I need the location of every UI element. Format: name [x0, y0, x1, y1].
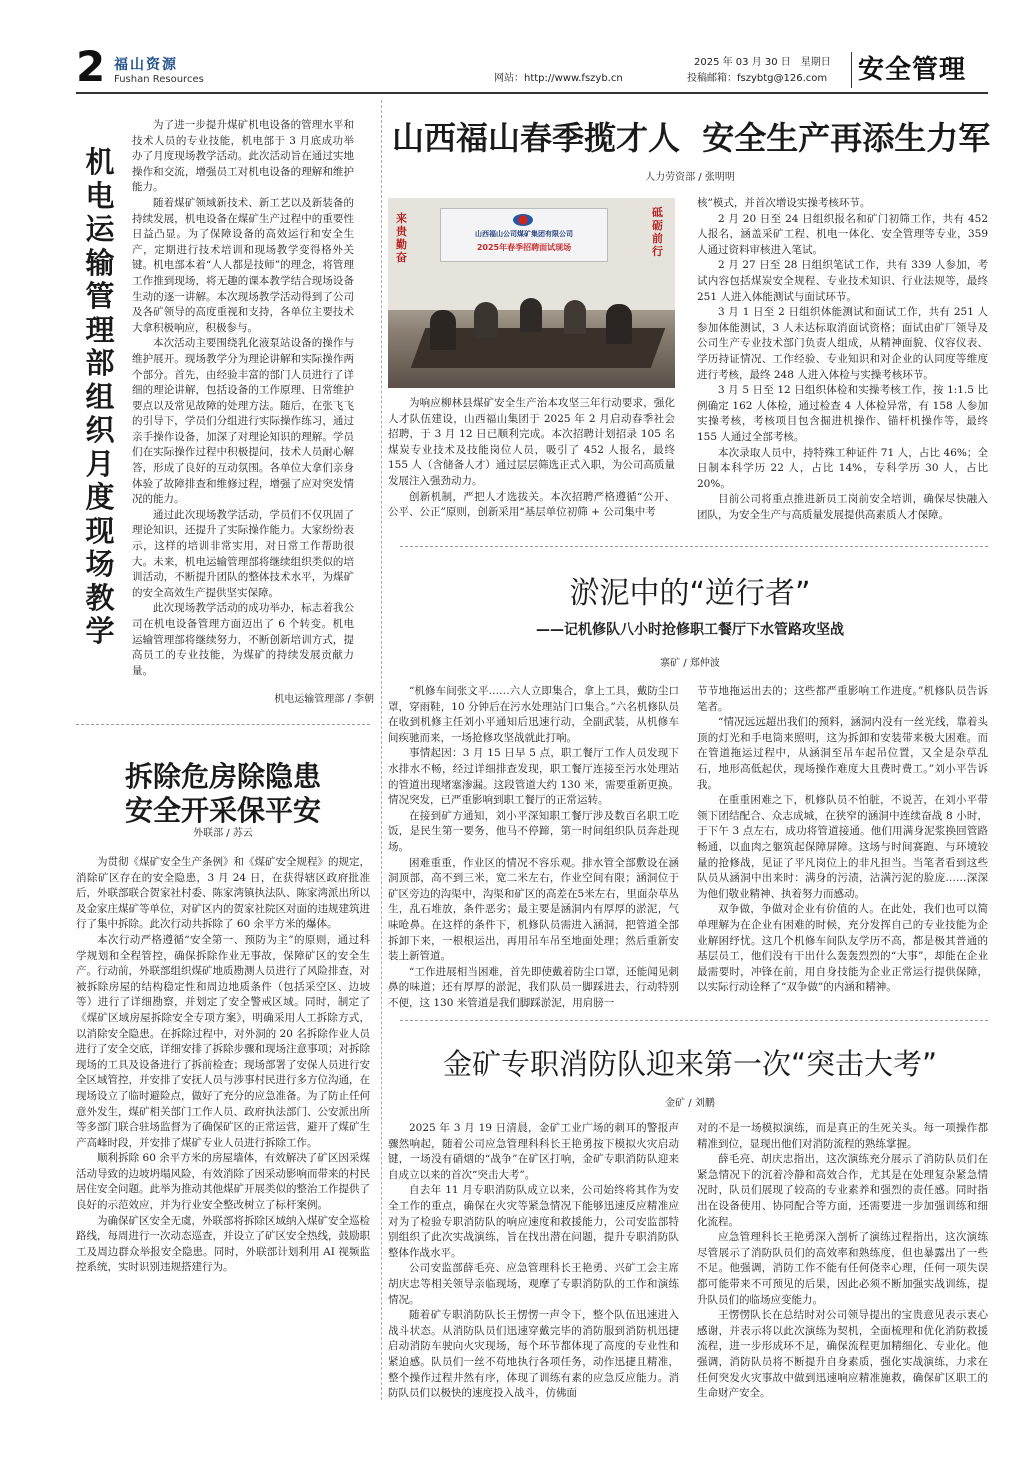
- article-paragraph: 3 月 5 日至 12 日组织体检和实操考核工作，按 1:1.5 比例确定 162 人体检，通过检查 4 人体检异常，有 158 人参加实操考核，考核项目包含掘进机操作、锚杆机操作等，最终 155 人通过全部考核。: [697, 384, 988, 443]
- banner-company: 山西福山公司煤矿集团有限公司: [475, 230, 573, 238]
- section-divider: [400, 546, 988, 547]
- article-paragraph: 目前公司将重点推进新员工岗前安全培训，确保尽快融入团队，为安全生产与高质量发展提供高素质人才保障。: [697, 493, 988, 521]
- article-body: [697, 684, 988, 996]
- article-paragraph: 自去年 11 月专职消防队成立以来，公司始终将其作为安全工作的重点，确保在火灾等紧急情况下能够迅速反应精准应对为了检验专职消防队的响应速度和救援能力，公司安监部特别组织了此次实战演练，旨在找出潜在问题，提升专职消防队整体作战水平。: [388, 1184, 679, 1259]
- article-paragraph: 顺利拆除 60 余平方米的房屋墙体，有效解决了矿区因采煤活动导致的边坡坍塌风险，有效消除了因采动影响而带来的村民居住安全问题。此举为推动其他煤矿开展类似的整治工作提供了良好的示范效应，并为行业安全整改树立了标杆案例。: [76, 1152, 370, 1212]
- article-byline: 金矿 / 刘鹏: [665, 1098, 715, 1109]
- section-divider: [76, 724, 370, 725]
- article-headline: [76, 760, 370, 828]
- article-paragraph: 应急管理科长王艳勇深入剖析了演练过程指出，这次演练尽管展示了消防队员们的高效率和熟练度，但也暴露出了一些不足。他强调，消防工作不能有任何侥幸心理，任何一项失误都可能带来不可预见的后果，因此必须不断加强实战训练，提升队员们的临场应变能力。: [697, 1231, 988, 1306]
- article-body: [76, 855, 370, 1276]
- wall-slogan-right: 砥砺前行: [652, 206, 663, 258]
- attendee-figure: [564, 300, 586, 334]
- article-paragraph: 2 月 27 日至 28 日组织笔试工作，共有 339 人参加，考试内容包括煤炭安全规程、专业技术知识、行业法规等，最终 251 人进入体能测试与面试环节。: [697, 259, 988, 303]
- article-headline: 金矿专职消防队迎来第一次“突击大考”: [442, 1047, 938, 1081]
- article-paragraph: 为贯彻《煤矿安全生产条例》和《煤矿安全规程》的规定，消除矿区存在的安全隐患，3 月 24 日，在获得辖区政府批准后，外联部联合贺家社村委、陈家湾镇执法队、陈家湾派出所以及金家庄煤矿等单位，对矿区内的贺家社院区对面的违规建筑进行了集中拆除。此次行动共拆除了 60 余平方米的爆体。: [76, 856, 370, 931]
- article-paragraph: “情况远远超出我们的预料，涵洞内没有一丝光线，靠着头顶的灯光和手电筒来照明，这为拆卸和安装带来极大困难。而在管道拖运过程中，从涵洞至吊车起吊位置，又全是杂草乱石，地形高低起伏，现场操作难度大且费时费工。”刘小平告诉我。: [697, 716, 988, 791]
- article-paragraph: 本次活动主要围绕乳化液泵站设备的操作与维护展开。现场教学分为理论讲解和实际操作两个部分。首先，由经验丰富的部门人员进行了详细的理论讲解，包括设备的工作原理、日常维护要点以及常见故障的处理方法。随后，在张飞飞的引导下，学员们分组进行实际操作练习，通过亲手操作设备，加深了对理论知识的理解。学员们在实际操作过程中积极提问，技术人员耐心解答，形成了良好的互动氛围。各单位大拿们亲身体验了故障排查和维修过程，增强了应对突发情况的能力。: [132, 337, 354, 506]
- article-paragraph: 3 月 1 日至 2 日组织体能测试和面试工作，共有 251 人参加体能测试，3 人未达标取消面试资格；面试由矿厂领导及公司生产专业技术部门负责人组成，从精神面貌、仪容仪表、学历持证情况、工作经验、专业知识和对企业的认同度等维度进行考核，最终 248 人进入体检与实操考核环节。: [697, 306, 988, 381]
- brand-name-en: Fushan Resources: [114, 74, 204, 85]
- article-byline: 寨矿 / 郑仲波: [660, 658, 720, 669]
- wall-slogan-left: 来贵勤奋: [396, 212, 407, 264]
- masthead-rule: [76, 92, 988, 94]
- masthead-divider: [851, 52, 852, 88]
- article-paragraph: 随着煤矿领域新技术、新工艺以及新装备的持续发展，机电设备在煤矿生产过程中的重要性日益凸显。为了保障设备的高效运行和安全生产，定期进行技术培训和现场教学变得格外关键。机电部本着“人人都是技师”的理念，将管理工作推到现场，将无趣的课本教学结合现场设备生动的逐一讲解。本次现场教学活动得到了公司及各矿领导的高度重视和支持，各单位主要技术大拿积极响应，积极参与。: [132, 196, 354, 334]
- submission-email[interactable]: 投稿邮箱：fszybtg@126.com: [687, 73, 828, 84]
- headline-line: 拆除危房除隐患: [124, 760, 321, 793]
- page-number: 2: [76, 42, 106, 91]
- meeting-photo: [388, 198, 675, 388]
- attendee-figure: [520, 298, 542, 332]
- article-paragraph: 2025 年 3 月 19 日清晨，金矿工业广场的刺耳的警报声骤然响起，随着公司应急管理科科长王艳勇按下模拟火灾启动键，一场没有硝烟的“战争”在矿区打响，金矿专职消防队迎来自成立以来的首次“突击大考”。: [388, 1122, 679, 1181]
- article-byline: 外联部 / 苏云: [193, 828, 253, 839]
- attendee-figure: [606, 304, 632, 344]
- brand-name-cn: 福山资源: [114, 57, 178, 73]
- article-body: [388, 1121, 679, 1402]
- article-body: [697, 196, 988, 523]
- issue-date: 2025 年 03 月 30 日 星期日: [694, 57, 831, 68]
- section-title: 安全管理: [858, 55, 967, 85]
- article-paragraph: 困难重重，作业区的情况不容乐观。排水管全部敷设在涵洞顶部，高不到三米，宽二米左右，作业空间有限；涵洞位于矿区旁边的沟渠中，沟渠和矿区的高差在5米左右，里面杂草丛生，乱石堆放，条件恶劣；最主要是涵洞内有厚厚的淤泥，气味呛鼻。在这样的条件下，机修队员需进入涵洞，把管道全部拆卸下来，一根根运出，再用吊车吊至地面处理；然后重新安装上新管道。: [388, 856, 679, 963]
- article-paragraph: 通过此次现场教学活动，学员们不仅巩固了理论知识，还提升了实际操作能力。大家纷纷表示，这样的培训非常实用，对日常工作帮助很大。未来，机电运输管理部将继续组织类似的培训活动，不断提升团队的整体技术水平，为煤矿的安全高效生产提供坚实保障。: [132, 508, 354, 599]
- article-paragraph: 创新机制，严把人才选拔关。本次招聘严格遵循“公开、公平、公正”原则，创新采用“基层单位初筛 + 公司集中考: [388, 490, 675, 519]
- section-divider: [400, 1020, 988, 1021]
- article-headline: 山西福山春季揽才人 安全生产再添生力军: [392, 119, 991, 157]
- article-paragraph: 此次现场教学活动的成功举办，标志着我公司在机电设备管理方面迈出了 6 个转变。机电运输管理部将继续努力，不断创新培训方式，提高员工的专业技能，为煤矿的持续发展贡献力量。: [132, 602, 354, 677]
- article-paragraph: 为了进一步提升煤矿机电设备的管理水平和技术人员的专业技能，机电部于 3 月底成功举办了月度现场教学活动。此次活动旨在通过实地操作和交流，增强员工对机电设备的理解和维护能力。: [132, 119, 354, 194]
- article-subtitle: ——记机修队八小时抢修职工餐厅下水管路攻坚战: [536, 622, 844, 638]
- article-paragraph: 双争做，争做对企业有价值的人。在此处，我们也可以简单理解为在企业有困难的时候，充分发挥自己的专业技能为企业解困纾忧。这几个机修车间队友学历不高，都是极其普通的基层员工，他们没有干出什么轰轰烈烈的“大事”，却能在企业最需要时，冲锋在前，用自身技能为企业正常运行提供保障，以实际行动诠释了“双争做”的内涵和精神。: [697, 903, 988, 994]
- attendee-figure: [474, 302, 498, 338]
- article-body: [132, 118, 354, 679]
- article-paragraph: 对的不是一场模拟演练，而是真正的生死关头。每一项操作都精准到位，显现出他们对消防流程的熟练掌握。: [697, 1122, 988, 1150]
- article-paragraph: “工作进展相当困难，首先即使戴着防尘口罩，还能闻见刺鼻的味道；还有厚厚的淤泥，我们队员一脚踩进去，行动特别不便，这 130 米管道是我们脚踩淤泥，用肩膀一: [388, 965, 679, 1009]
- article-paragraph: 随着矿专职消防队长王愣愣一声令下，整个队伍迅速进入战斗状态。从消防队员们迅速穿戴完毕的消防服到消防机迅捷启动消防车驶向火灾现场，每个环节都体现了高度的专业性和紧迫感。队员们一丝不苟地执行各项任务，动作迅捷且精准，整个操作过程井然有序，体现了训练有素的应急反应能力。消防队员们以极快的速度投入战斗，仿佛面: [388, 1309, 679, 1400]
- article-body: [388, 396, 675, 521]
- attendee-figure: [430, 310, 456, 350]
- article-paragraph: 王愣愣队长在总结时对公司领导提出的宝贵意见表示衷心感谢，并表示将以此次演练为契机，全面梳理和优化消防救援流程，进一步形成环不足，确保流程更加精细化、专业化。他强调，消防队员将不断提升自身素质，强化实战演练，力求在任何突发火灾事故中做到迅速响应精准施救，确保矿区职工的生命财产安全。: [697, 1309, 988, 1400]
- article-paragraph: “机修车间张文平……六人立即集合，拿上工具，戴防尘口罩，穿雨鞋，10 分钟后在污水处理站门口集合。”六名机修队员在收到机修主任刘小平通知后迅速行动，全副武装，从机修车间疾驰而来，一场抢修攻坚战就此打响。: [388, 685, 679, 744]
- article-paragraph: 为确保矿区安全无虞，外联部将拆除区域纳入煤矿安全巡检路线，每周进行一次动态巡查，并设立了矿区安全热线，鼓励职工及周边群众举报安全隐患。同时，外联部计划利用 AI 视频监控系统，实时识别违规搭建行为。: [76, 1214, 370, 1274]
- column-divider: [381, 100, 382, 1400]
- article-paragraph: 公司安监部薛毛亮、应急管理科长王艳勇、兴矿工会主席胡庆忠等相关领导亲临现场，观摩了专职消防队的工作和演练情况。: [388, 1262, 679, 1306]
- article-paragraph: 本次行动严格遵循“安全第一、预防为主”的原则，通过科学规划和全程管控，确保拆除作业无事故，保障矿区的安全生产。行动前，外联部组织煤矿地质勘测人员进行了风险排查，对被拆除房屋的结构稳定性和周边地质条件（包括采空区、边坡等）进行了详细勘察，并划定了安全警戒区域。同时，制定了《煤矿区域房屋拆除安全专项方案》，明确采用人工拆除方式，以消除安全隐患。在拆除过程中，对外洞的 20 名拆除作业人员进行了安全交底，详细安排了拆除步骤和现场注意事项；对拆除现场的工具及设备进行了拆前检查；现场部署了安保人员进行安全区域管控，并安排了安抚人员与涉事村民进行多方位沟通，在现场设立了临时避险点，做好了充分的应急准备。为了防止任何意外发生，煤矿相关部门工作人员、政府执法部门、公安派出所等多部门联合驻场监督为了确保矿区的正常运营，避开了煤矿生产高峰时段，并安排了煤矿专业人员进行拆除工作。: [76, 933, 370, 1149]
- article-paragraph: 薛毛亮、胡庆忠指出，这次演练充分展示了消防队员们在紧急情况下的沉着冷静和高效合作，尤其是在处理复杂紧急情况时，队员们展现了较高的专业素养和强烈的责任感。同时指出在设备使用、协同配合等方面，还需要进一步加强训练和细化流程。: [697, 1153, 988, 1228]
- article-byline: 机电运输管理部 / 李朝: [274, 694, 374, 705]
- event-banner: [440, 208, 608, 262]
- headline-line: 安全开采保平安: [124, 794, 321, 827]
- article-paragraph: 事情起因：3 月 15 日早 5 点，职工餐厅工作人员发现下水排水不畅，经过详细排查发现，职工餐厅连接至污水处理站的管道出现堵塞渗漏。这段管道大约 130 米，需要重新更换。情况突发，已严重影响到职工餐厅的正常运转。: [388, 747, 679, 807]
- company-logo-icon: [513, 214, 533, 226]
- article-headline: 淤泥中的“逆行者”: [569, 576, 811, 611]
- article-paragraph: 核”模式，并首次增设实操考核环节。: [697, 197, 871, 209]
- article-paragraph: 在接到矿方通知，刘小平深知职工餐厅涉及数百名职工吃饭，是民生第一要务，他马不停蹄，第一时间组织队员奔赴现场。: [388, 809, 679, 853]
- article-paragraph: 在重重困难之下，机修队员不怕脏，不说苦，在刘小平带领下团结配合、众志成城，在狭窄的涵洞中连续奋战 8 小时，于下午 3 点左右，成功将管道接通。他们用满身泥浆换回管路畅通，以血肉之躯筑起保障屏障。这场与时间赛跑、与环境较量的抢修战，见证了平凡岗位上的非凡担当。当笔者看到这些队员从涵洞中出来时：满身的污渍，沾满污泥的脸庞……深深为他们敬业精神、执着努力而感动。: [697, 794, 988, 900]
- vertical-headline: 机电运输管理部组织月度现场教学: [85, 145, 115, 648]
- website-link[interactable]: 网站：http://www.fszyb.cn: [494, 73, 623, 84]
- article-body: [388, 684, 679, 1011]
- article-paragraph: 2 月 20 日至 24 日组织报名和矿门初筛工作，共有 452 人报名，涵盖采矿工程、机电一体化、安全管理等专业，359 人通过资料审核进入笔试。: [697, 212, 988, 256]
- article-byline: 人力劳资部 / 张明明: [645, 172, 735, 183]
- article-body: [697, 1121, 988, 1402]
- article-paragraph: 本次录取人员中，持特殊工种证件 71 人，占比 46%；全日制本科学历 22 人，占比 14%，专科学历 30 人，占比 20%。: [697, 446, 988, 490]
- banner-event: 2025年春季招聘面试现场: [476, 243, 572, 252]
- article-paragraph: 节节地拖运出去的；这些都严重影响工作进度。”机修队员告诉笔者。: [697, 685, 988, 713]
- article-paragraph: 为响应柳林县煤矿安全生产治本攻坚三年行动要求，强化人才队伍建设，山西福山集团于 2025 年 2 月启动春季社会招聘，于 3 月 12 日已顺利完成。本次招聘计划招录 105 名煤炭专业技术及技能岗位人员，吸引了 452 人报名，最终 155 人（含储备人才）通过层层筛选正式入职，为公司高质量发展注入强劲动力。: [388, 397, 675, 487]
